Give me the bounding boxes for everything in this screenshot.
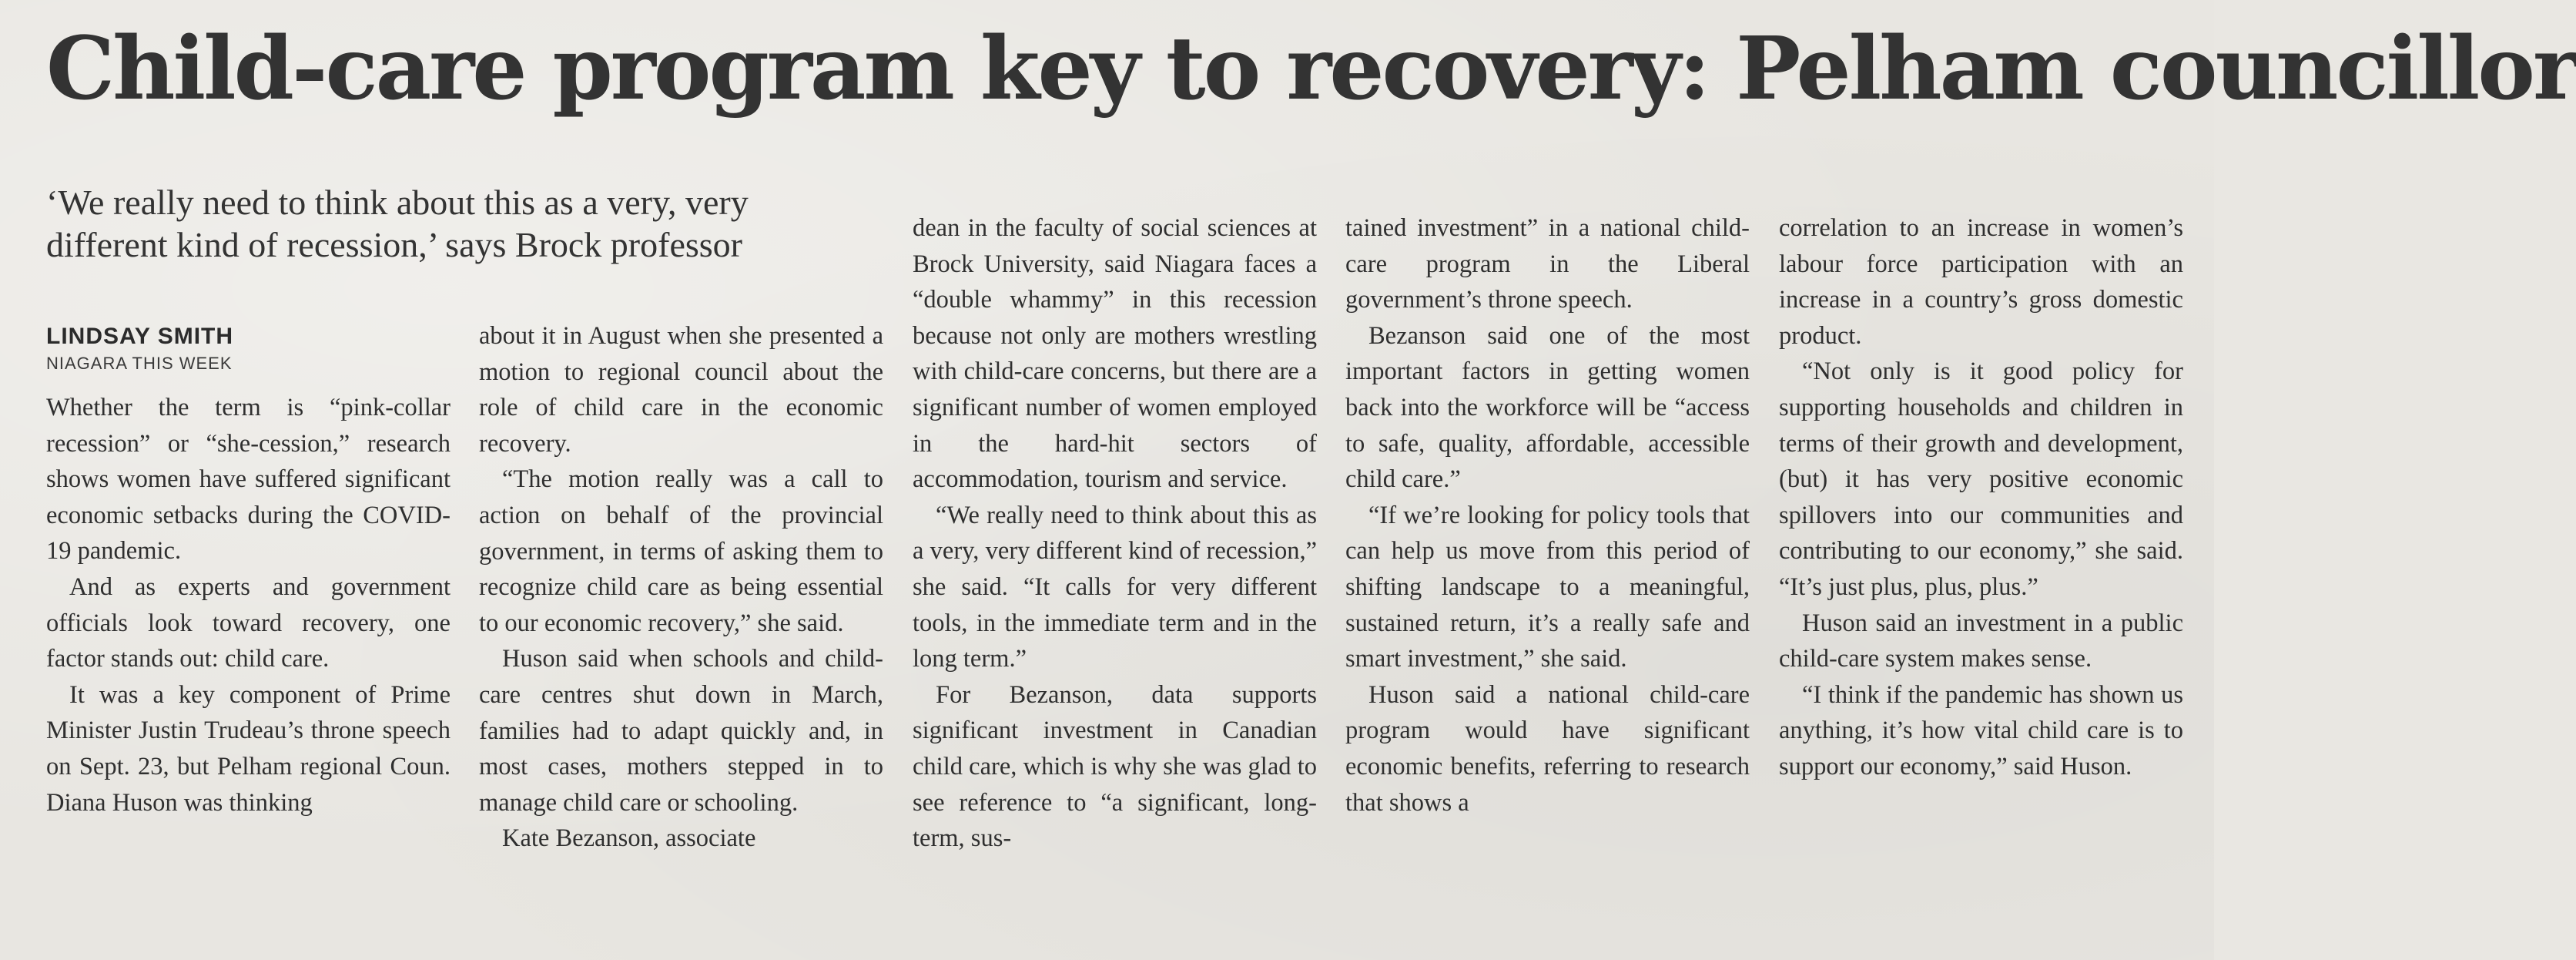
paragraph: It was a key component of Prime Minister Justin Trudeau’s throne speech on Sept. 23, but Pelham regional Coun. Diana Huson was thinking xyxy=(46,680,451,817)
article-column-4 xyxy=(1345,210,1750,821)
paragraph: correlation to an increase in women’s labour force participation with an increase in a country’s gross domestic product. xyxy=(1779,214,2183,350)
byline-publication: NIAGARA THIS WEEK xyxy=(46,354,233,373)
paragraph: “I think if the pandemic has shown us anything, it’s how vital child care is to support our economy,” said Huson. xyxy=(1779,680,2183,780)
subheadline-line-1: ‘We really need to think about this as a very, very xyxy=(46,183,749,222)
byline-author: LINDSAY SMITH xyxy=(46,324,234,349)
paragraph: dean in the faculty of social sciences at Brock University, said Niagara faces a “double whammy” in this recession because not only are mothers wrestling with child-care concerns, but there are a significant number of women employed in the hard-hit sectors of accommodation, tourism and service. xyxy=(913,214,1317,494)
article-column-5 xyxy=(1779,210,2183,785)
paragraph: “We really need to think about this as a very, very different kind of recession,” she said. “It calls for very different tools, in the immediate term and in the long term.” xyxy=(913,501,1317,673)
paragraph: about it in August when she presented a motion to regional council about the role of child care in the economic recovery. xyxy=(479,322,883,458)
paragraph: “The motion really was a call to action on behalf of the provincial government, in terms of asking them to recognize child care as being essential to our economic recovery,” she said. xyxy=(479,465,883,637)
paragraph: “Not only is it good policy for supporting households and children in terms of their growth and development, (but) it has very positive economic spillovers into our communities and contributing to our economy,” she said. “It’s just plus, plus, plus.” xyxy=(1779,357,2183,601)
paragraph: And as experts and government officials look toward recovery, one factor stands out: child care. xyxy=(46,572,451,673)
paragraph: Huson said a national child-care program would have significant economic benefits, referring to research that shows a xyxy=(1345,680,1750,817)
subheadline-line-2: different kind of recession,’ says Brock professor xyxy=(46,225,742,265)
paragraph: “If we’re looking for policy tools that can help us move from this period of shifting landscape to a meaningful, sustained return, it’s a really safe and smart investment,” she said. xyxy=(1345,501,1750,673)
headline: Child-care program key to recovery: Pelham councillor xyxy=(46,18,2576,119)
paragraph: Huson said an investment in a public child-care system makes sense. xyxy=(1779,609,2183,673)
paragraph: Huson said when schools and child-care centres shut down in March, families had to adapt quickly and, in most cases, mothers stepped in to manage child care or schooling. xyxy=(479,645,883,817)
paragraph: For Bezanson, data supports significant investment in Canadian child care, which is why she was glad to see reference to “a significant, long-term, sus- xyxy=(913,680,1317,853)
article-column-1 xyxy=(46,390,451,821)
article-column-3 xyxy=(913,210,1317,857)
subheadline xyxy=(46,181,886,266)
paragraph: tained investment” in a national child-care program in the Liberal government’s throne speech. xyxy=(1345,214,1750,314)
paragraph: Whether the term is “pink-collar recession” or “she-cession,” research shows women have suffered significant economic setbacks during the COVID-19 pandemic. xyxy=(46,394,451,566)
byline xyxy=(46,324,447,374)
paragraph: Kate Bezanson, associate xyxy=(502,824,756,853)
article-column-2 xyxy=(479,318,883,857)
paragraph: Bezanson said one of the most important factors in getting women back into the workforce will be “access to safe, quality, affordable, accessible child care.” xyxy=(1345,321,1750,494)
